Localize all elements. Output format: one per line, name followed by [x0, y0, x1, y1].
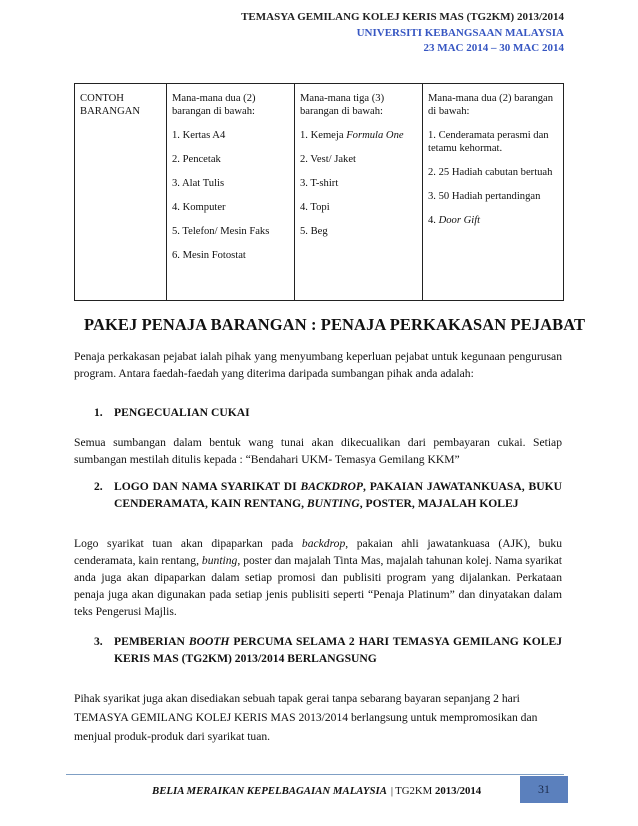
page-number: 31 — [520, 776, 568, 803]
list-item: 5. Telefon/ Mesin Faks — [172, 226, 270, 237]
list-item: 1. Kemeja Formula One — [300, 130, 404, 141]
page-header — [241, 10, 564, 57]
list-item: 4. Door Gift — [428, 215, 481, 226]
section-title: PAKEJ PENAJA BARANGAN : PENAJA PERKAKASAN PEJABAT — [84, 315, 586, 334]
header-event-title: TEMASYA GEMILANG KOLEJ KERIS MAS (TG2KM) 2013/2014 — [241, 11, 564, 23]
footer-year: 2013/2014 — [434, 785, 482, 797]
footer-divider — [66, 774, 564, 775]
table-label: CONTOH BARANGAN — [80, 93, 141, 117]
footer-separator: | — [390, 785, 394, 797]
column-intro: Mana-mana dua (2) barangan di bawah: — [428, 93, 554, 117]
table-column-gifts — [423, 84, 564, 301]
benefit-body-2: Logo syarikat tuan akan dipaparkan pada backdrop, pakaian ahli jawatankuasa (AJK), buku cenderamata, kain rentang, bunting, poster dan majalah Tinta Mas, majalah tahunan kolej. Nama syarikat anda juga akan dipaparkan dalam setiap promosi dan publisiti program yang dijalankan. Perkataan penaja juga akan digunakan pada setiap jenis publisiti seperti “Penaja Platinum” dan dinyatakan dalam teks Pengerusi Majlis. — [74, 537, 562, 618]
header-university: UNIVERSITI KEBANGSAAN MALAYSIA — [356, 26, 564, 39]
list-item: 2. Vest/ Jaket — [300, 154, 357, 165]
benefit-heading-1: 1. PENGECUALIAN CUKAI — [94, 406, 250, 419]
list-item: 3. Alat Tulis — [172, 178, 225, 189]
header-dates: 23 MAC 2014 – 30 MAC 2014 — [423, 42, 564, 54]
list-item: 3. T-shirt — [300, 178, 339, 189]
list-item: 5. Beg — [300, 226, 328, 237]
list-item: 3. 50 Hadiah pertandingan — [428, 191, 541, 202]
benefit-body-3: Pihak syarikat juga akan disediakan sebuah tapak gerai tanpa sebarang bayaran sepanjang 2 hari TEMASYA GEMILANG KOLEJ KERIS MAS 2013/2014 berlangsung untuk mempromosikan dan menjual produk-produk dari syarikat tuan. — [74, 692, 538, 743]
column-intro: Mana-mana tiga (3) barangan di bawah: — [300, 93, 385, 117]
list-item: 4. Topi — [300, 202, 330, 213]
table-column-apparel — [295, 84, 423, 301]
benefit-heading-3: 3. PEMBERIAN BOOTH PERCUMA SELAMA 2 HARI TEMASYA GEMILANG KOLEJ KERIS MAS (TG2KM) 2013/2014 BERLANGSUNG — [94, 635, 562, 665]
intro-paragraph: Penaja perkakasan pejabat ialah pihak yang menyumbang keperluan pejabat untuk kegunaan pengurusan program. Antara faedah-faedah yang diterima daripada sumbangan pihak anda adalah: — [74, 350, 562, 380]
benefit-heading-2: 2. LOGO DAN NAMA SYARIKAT DI BACKDROP, PAKAIAN JAWATANKUASA, BUKU CENDERAMATA, KAIN RENTANG, BUNTING, POSTER, MAJALAH KOLEJ — [94, 480, 562, 510]
list-item: 1. Cenderamata perasmi dan tetamu kehormat. — [428, 130, 549, 154]
column-intro: Mana-mana dua (2) barangan di bawah: — [172, 93, 256, 117]
list-item: 1. Kertas A4 — [172, 130, 226, 141]
items-table — [74, 83, 564, 301]
list-item: 2. Pencetak — [172, 154, 221, 165]
benefit-body-1: Semua sumbangan dalam bentuk wang tunai akan dikecualikan dari pembayaran cukai. Setiap sumbangan mestilah ditulis kepada : “Bendahari UKM- Temasya Gemilang KKM” — [74, 436, 562, 466]
footer-slogan: BELIA MERAIKAN KEPELBAGAIAN MALAYSIA — [152, 785, 387, 797]
list-item: 4. Komputer — [172, 202, 226, 213]
footer-code: TG2KM — [395, 785, 435, 797]
list-item: 2. 25 Hadiah cabutan bertuah — [428, 167, 553, 178]
page-footer — [152, 785, 481, 797]
table-column-office — [167, 84, 295, 301]
table-label-cell — [75, 84, 167, 301]
list-item: 6. Mesin Fotostat — [172, 250, 246, 261]
